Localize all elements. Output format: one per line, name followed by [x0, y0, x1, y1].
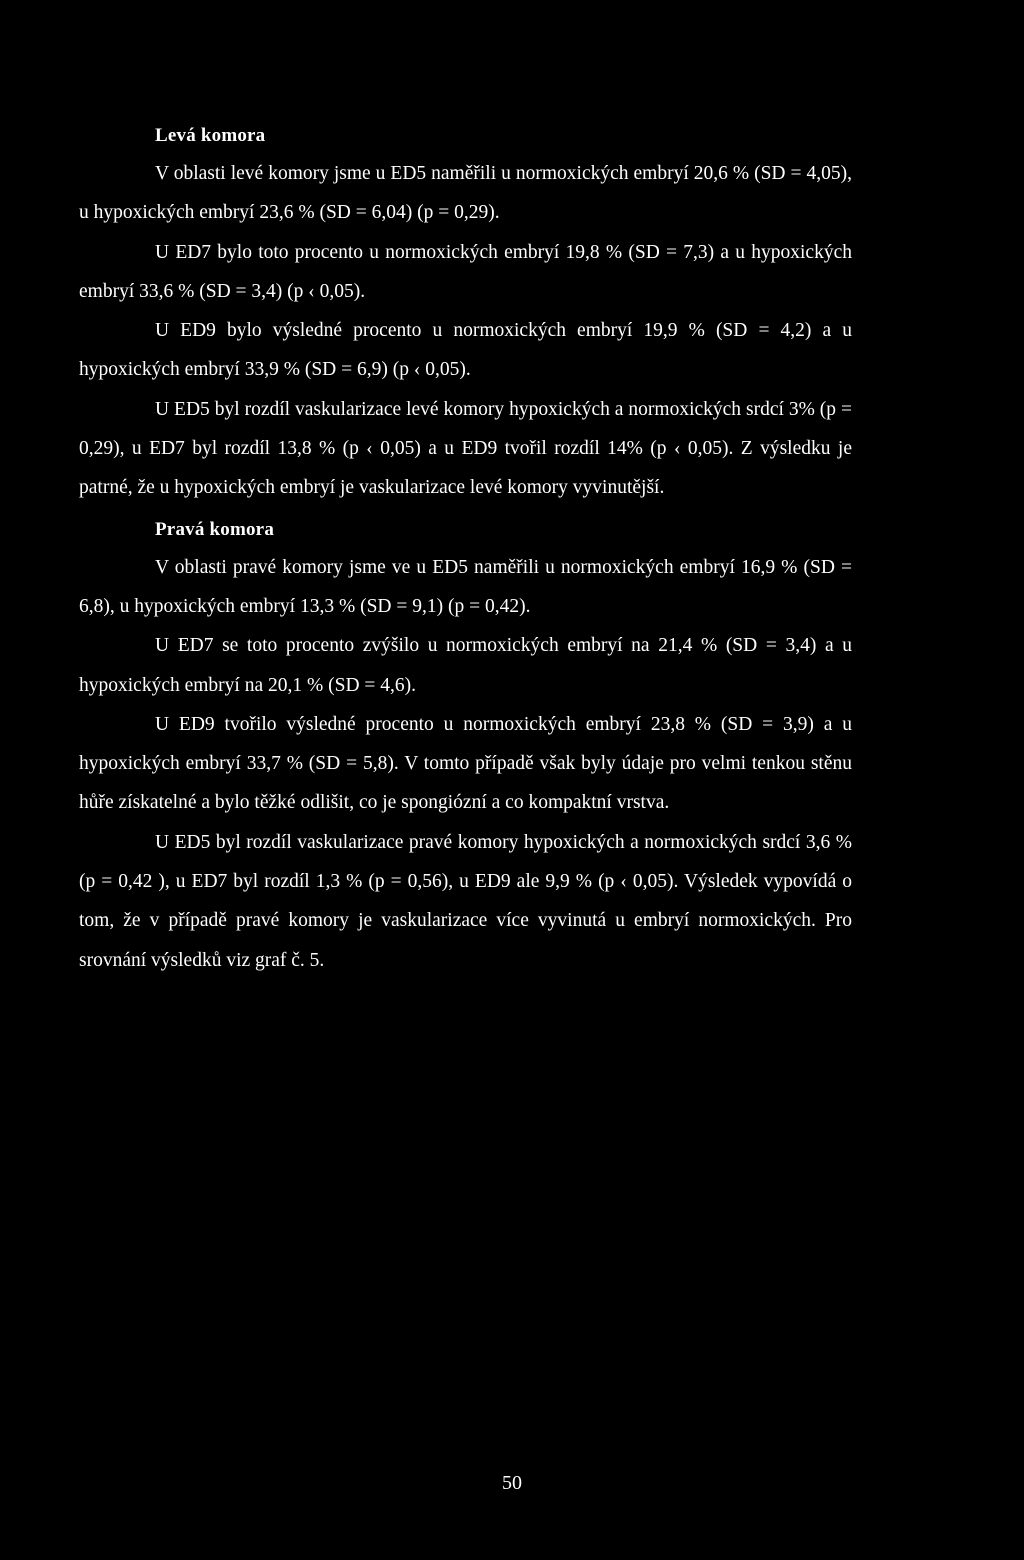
document-page — [79, 118, 852, 980]
paragraph: U ED5 byl rozdíl vaskularizace levé komory hypoxických a normoxických srdcí 3% (p = 0,29), u ED7 byl rozdíl 13,8 % (p ‹ 0,05) a u ED9 tvořil rozdíl 14% (p ‹ 0,05). Z výsledku je patrné, že u hypoxických embryí je vaskularizace levé komory vyvinutější. — [79, 398, 852, 499]
section-heading-left-ventricle: Levá komora — [155, 125, 266, 146]
section-left-ventricle — [79, 118, 852, 508]
paragraph: U ED7 bylo toto procento u normoxických embryí 19,8 % (SD = 7,3) a u hypoxických embryí 33,6 % (SD = 3,4) (p ‹ 0,05). — [79, 241, 852, 302]
section-heading-right-ventricle: Pravá komora — [155, 518, 275, 540]
paragraph: U ED5 byl rozdíl vaskularizace pravé komory hypoxických a normoxických srdcí 3,6 % (p = 0,42 ), u ED7 byl rozdíl 1,3 % (p = 0,56), u ED9 ale 9,9 % (p ‹ 0,05). Výsledek vypovídá o tom, že v případě pravé komory je vaskularizace více vyvinutá u embryí normoxických. Pro srovnání výsledků viz graf č. 5. — [79, 831, 852, 971]
paragraph: V oblasti pravé komory jsme ve u ED5 naměřili u normoxických embryí 16,9 % (SD = 6,8), u hypoxických embryí 13,3 % (SD = 9,1) (p = 0,42). — [79, 556, 852, 617]
paragraph: U ED9 tvořilo výsledné procento u normoxických embryí 23,8 % (SD = 3,9) a u hypoxických embryí 33,7 % (SD = 5,8). V tomto případě však byly údaje pro velmi tenkou stěnu hůře získatelné a bylo těžké odlišit, co je spongiózní a co kompaktní vrstva. — [79, 713, 852, 814]
paragraph: U ED9 bylo výsledné procento u normoxických embryí 19,9 % (SD = 4,2) a u hypoxických embryí 33,9 % (SD = 6,9) (p ‹ 0,05). — [79, 320, 852, 381]
paragraph: U ED7 se toto procento zvýšilo u normoxických embryí na 21,4 % (SD = 3,4) a u hypoxických embryí na 20,1 % (SD = 4,6). — [79, 635, 852, 696]
page-number: 50 — [502, 1472, 522, 1494]
paragraph: V oblasti levé komory jsme u ED5 naměřili u normoxických embryí 20,6 % (SD = 4,05), u hypoxických embryí 23,6 % (SD = 6,04) (p = 0,29). — [79, 163, 852, 224]
section-right-ventricle — [79, 512, 852, 980]
